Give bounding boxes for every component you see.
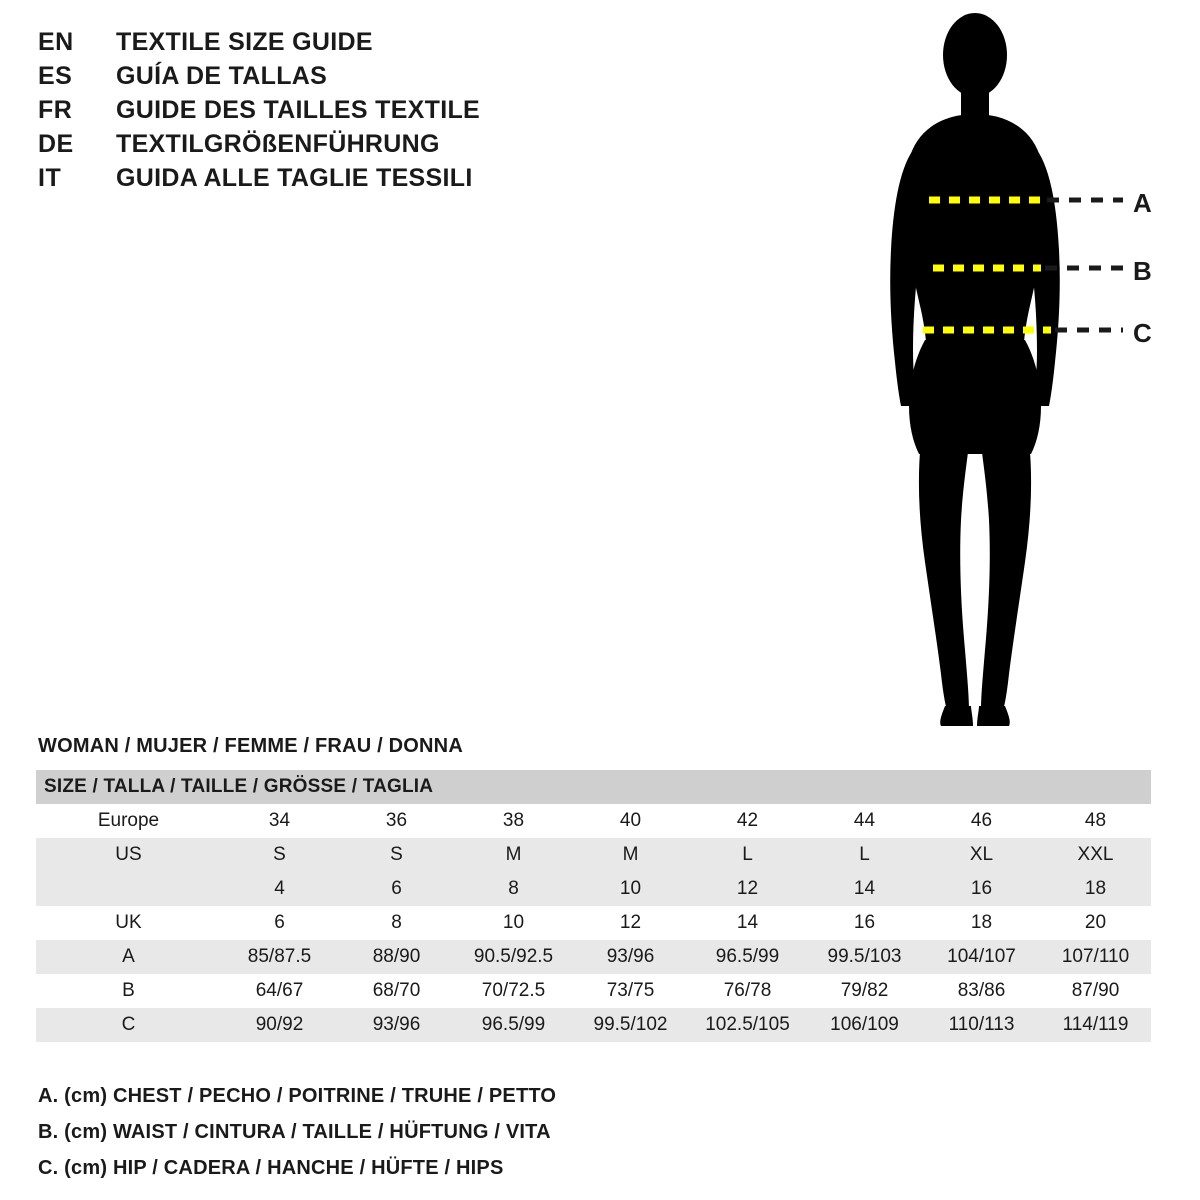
table-row bbox=[36, 838, 1151, 872]
row-label-a: A bbox=[36, 940, 221, 974]
cell: 10 bbox=[572, 872, 689, 906]
table-header-row bbox=[36, 770, 1151, 804]
female-silhouette-icon bbox=[855, 10, 1185, 750]
row-label-europe: Europe bbox=[36, 804, 221, 838]
cell: 44 bbox=[806, 804, 923, 838]
cell: 8 bbox=[338, 906, 455, 940]
table-row bbox=[36, 804, 1151, 838]
cell: 76/78 bbox=[689, 974, 806, 1008]
cell: 64/67 bbox=[221, 974, 338, 1008]
cell: 107/110 bbox=[1040, 940, 1151, 974]
measure-label-c: C bbox=[1133, 318, 1152, 348]
cell: M bbox=[572, 838, 689, 872]
row-label-b: B bbox=[36, 974, 221, 1008]
cell: 114/119 bbox=[1040, 1008, 1151, 1042]
title-row bbox=[38, 28, 598, 57]
cell: 18 bbox=[1040, 872, 1151, 906]
cell: 88/90 bbox=[338, 940, 455, 974]
legend-line-c: C. (cm) HIP / CADERA / HANCHE / HÜFTE / HIPS bbox=[38, 1157, 504, 1179]
cell: 90.5/92.5 bbox=[455, 940, 572, 974]
legend-line-a: A. (cm) CHEST / PECHO / POITRINE / TRUHE / PETTO bbox=[38, 1085, 557, 1107]
cell: 4 bbox=[221, 872, 338, 906]
cell: XXL bbox=[1040, 838, 1151, 872]
cell: 87/90 bbox=[1040, 974, 1151, 1008]
row-label-us: US bbox=[36, 838, 221, 872]
cell: 96.5/99 bbox=[689, 940, 806, 974]
table-row bbox=[36, 940, 1151, 974]
cell: 99.5/102 bbox=[572, 1008, 689, 1042]
cell: 79/82 bbox=[806, 974, 923, 1008]
table-row bbox=[36, 872, 1151, 906]
cell: S bbox=[221, 838, 338, 872]
cell: 93/96 bbox=[572, 940, 689, 974]
title-row bbox=[38, 62, 598, 91]
title-lang-it: IT bbox=[38, 164, 62, 192]
table-row bbox=[36, 1008, 1151, 1042]
cell: 14 bbox=[689, 906, 806, 940]
cell: 96.5/99 bbox=[455, 1008, 572, 1042]
cell: 48 bbox=[1040, 804, 1151, 838]
cell: 70/72.5 bbox=[455, 974, 572, 1008]
cell: 14 bbox=[806, 872, 923, 906]
legend-block bbox=[38, 1085, 556, 1193]
cell: 83/86 bbox=[923, 974, 1040, 1008]
cell: 6 bbox=[221, 906, 338, 940]
measure-label-a: A bbox=[1133, 188, 1152, 218]
size-table-section bbox=[36, 735, 1166, 1042]
cell: M bbox=[455, 838, 572, 872]
cell: L bbox=[689, 838, 806, 872]
cell: 90/92 bbox=[221, 1008, 338, 1042]
cell: XL bbox=[923, 838, 1040, 872]
title-lang-es: ES bbox=[38, 62, 73, 90]
title-lang-fr: FR bbox=[38, 96, 73, 124]
table-row bbox=[36, 906, 1151, 940]
title-lang-en: EN bbox=[38, 28, 74, 56]
title-text-de: TEXTILGRÖßENFÜHRUNG bbox=[116, 130, 440, 158]
title-text-it: GUIDA ALLE TAGLIE TESSILI bbox=[116, 164, 473, 192]
section-heading: WOMAN / MUJER / FEMME / FRAU / DONNA bbox=[38, 735, 463, 757]
measure-label-b: B bbox=[1133, 256, 1152, 286]
body-figure-area bbox=[855, 10, 1185, 750]
cell: 46 bbox=[923, 804, 1040, 838]
cell: 93/96 bbox=[338, 1008, 455, 1042]
cell: 73/75 bbox=[572, 974, 689, 1008]
title-text-en: TEXTILE SIZE GUIDE bbox=[116, 28, 373, 56]
cell: 85/87.5 bbox=[221, 940, 338, 974]
size-table bbox=[36, 770, 1151, 1042]
cell: 34 bbox=[221, 804, 338, 838]
cell: 6 bbox=[338, 872, 455, 906]
title-row bbox=[38, 130, 598, 159]
table-header-label: SIZE / TALLA / TAILLE / GRÖSSE / TAGLIA bbox=[36, 770, 1151, 804]
cell: L bbox=[806, 838, 923, 872]
title-block bbox=[38, 28, 598, 198]
cell: 16 bbox=[923, 872, 1040, 906]
title-lang-de: DE bbox=[38, 130, 74, 158]
cell: 106/109 bbox=[806, 1008, 923, 1042]
title-row bbox=[38, 164, 598, 193]
cell: 16 bbox=[806, 906, 923, 940]
row-label-c: C bbox=[36, 1008, 221, 1042]
cell: 102.5/105 bbox=[689, 1008, 806, 1042]
cell: 104/107 bbox=[923, 940, 1040, 974]
cell: 40 bbox=[572, 804, 689, 838]
cell: 10 bbox=[455, 906, 572, 940]
title-text-es: GUÍA DE TALLAS bbox=[116, 62, 328, 90]
table-row bbox=[36, 974, 1151, 1008]
cell: S bbox=[338, 838, 455, 872]
cell: 110/113 bbox=[923, 1008, 1040, 1042]
cell: 99.5/103 bbox=[806, 940, 923, 974]
cell: 18 bbox=[923, 906, 1040, 940]
cell: 20 bbox=[1040, 906, 1151, 940]
cell: 8 bbox=[455, 872, 572, 906]
cell: 12 bbox=[689, 872, 806, 906]
title-row bbox=[38, 96, 598, 125]
cell: 68/70 bbox=[338, 974, 455, 1008]
cell: 38 bbox=[455, 804, 572, 838]
cell: 42 bbox=[689, 804, 806, 838]
title-text-fr: GUIDE DES TAILLES TEXTILE bbox=[116, 96, 481, 124]
cell: 36 bbox=[338, 804, 455, 838]
row-label-us-numeric bbox=[36, 872, 221, 906]
legend-line-b: B. (cm) WAIST / CINTURA / TAILLE / HÜFTUNG / VITA bbox=[38, 1121, 551, 1143]
row-label-uk: UK bbox=[36, 906, 221, 940]
cell: 12 bbox=[572, 906, 689, 940]
